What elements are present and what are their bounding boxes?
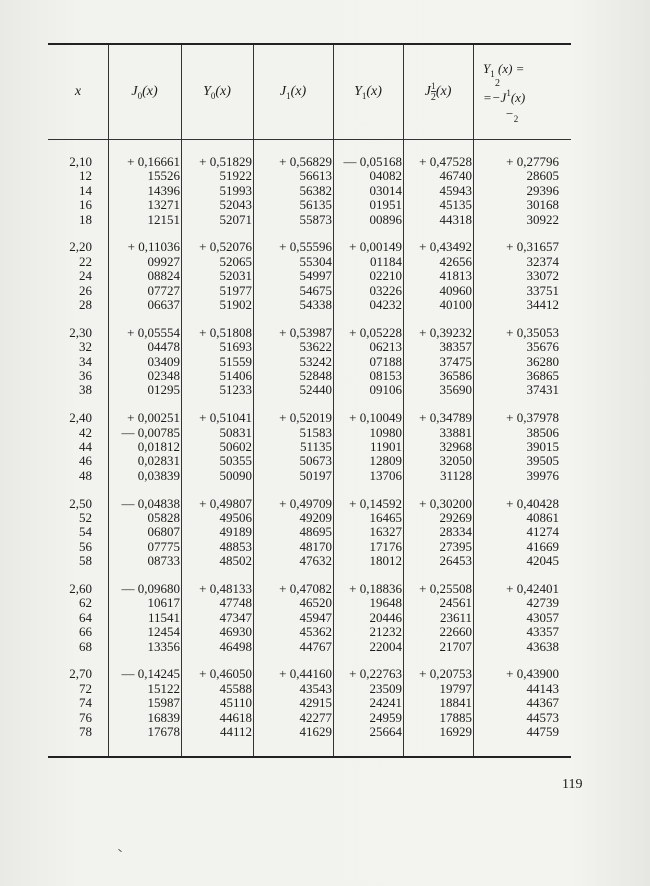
value-cell: + 0,43492	[419, 239, 472, 255]
argument-cell: 42	[79, 424, 92, 440]
value-cell: 52440	[299, 382, 332, 398]
value-cell: 55873	[299, 211, 332, 227]
table-row	[48, 582, 571, 596]
value-cell: + 0,49807	[199, 495, 252, 511]
value-cell: 37475	[439, 353, 472, 369]
value-cell: 25664	[369, 724, 402, 739]
value-cell: 51993	[219, 182, 252, 198]
value-cell: + 0,18836	[349, 581, 402, 596]
value-cell: + 0,31657	[506, 239, 559, 255]
value-cell: — 0,14245	[121, 666, 180, 682]
value-cell: 41274	[526, 524, 559, 540]
header-y0: Y 0 (x)	[203, 84, 231, 101]
value-cell: 52043	[219, 197, 252, 213]
value-cell: 48170	[299, 538, 332, 554]
value-cell: 47632	[299, 553, 332, 569]
value-cell: 02348	[147, 368, 180, 383]
value-cell: 12454	[147, 624, 180, 640]
value-cell: 52071	[219, 211, 252, 227]
value-cell: 18841	[439, 695, 472, 711]
value-cell: + 0,30200	[419, 495, 472, 511]
argument-cell: 66	[79, 624, 92, 640]
value-cell: 16465	[369, 510, 402, 525]
value-cell: 36280	[526, 353, 559, 369]
value-cell: 12809	[369, 453, 402, 469]
value-cell: 42277	[299, 709, 332, 725]
value-cell: 50355	[219, 453, 252, 469]
value-cell: 07727	[147, 282, 180, 298]
value-cell: + 0,53987	[279, 324, 332, 340]
value-cell: 51902	[219, 297, 252, 312]
value-cell: + 0,43900	[506, 666, 559, 682]
value-cell: 44618	[219, 709, 252, 725]
table-row	[48, 611, 571, 625]
value-cell: + 0,37978	[506, 410, 559, 426]
header-y-half-line3: $=-J^1(x)$	[483, 88, 526, 106]
value-cell: + 0,34789	[419, 410, 472, 426]
value-cell: 21232	[369, 624, 402, 640]
header-y1: Y 1 (x)	[354, 84, 382, 101]
value-cell: + 0,52076	[199, 239, 252, 255]
value-cell: 56382	[299, 182, 332, 198]
value-cell: 24959	[369, 709, 402, 725]
value-cell: 50673	[299, 453, 332, 469]
value-cell: 33751	[526, 282, 559, 298]
value-cell: 46930	[219, 624, 252, 640]
table-row	[48, 240, 571, 254]
value-cell: 12151	[147, 211, 180, 227]
table-row	[48, 298, 571, 312]
value-cell: 06637	[147, 297, 180, 312]
value-cell: 27395	[439, 538, 472, 554]
argument-cell: 48	[79, 467, 92, 483]
value-cell: 17176	[369, 538, 402, 554]
value-cell: + 0,05554	[127, 324, 180, 340]
value-cell: + 0,51808	[199, 324, 252, 340]
header-j-half: J $\frac{1}{2}$ (x)	[424, 80, 452, 103]
value-cell: 21707	[439, 638, 472, 654]
value-cell: 45947	[299, 609, 332, 625]
value-cell: + 0,46050	[199, 666, 252, 682]
value-cell: 51693	[219, 339, 252, 355]
header-x: x	[74, 84, 82, 99]
value-cell: 33881	[439, 424, 472, 440]
value-cell: 50602	[219, 439, 252, 454]
value-cell: 29396	[526, 182, 559, 198]
value-cell: 16327	[369, 524, 402, 540]
table-row	[48, 198, 571, 212]
value-cell: — 0,04838	[121, 495, 180, 511]
argument-cell: 2,30	[69, 324, 92, 340]
value-cell: 09927	[147, 253, 180, 269]
value-cell: 19797	[439, 680, 472, 696]
value-cell: 41629	[299, 724, 332, 739]
table-row	[48, 454, 571, 468]
header-y-half-line4: $-_2$	[505, 106, 519, 125]
table-row	[48, 326, 571, 340]
argument-cell: 38	[79, 382, 92, 398]
value-cell: 45362	[299, 624, 332, 640]
table-row	[48, 411, 571, 425]
value-cell: + 0,40428	[506, 495, 559, 511]
value-cell: 13271	[147, 197, 180, 213]
value-cell: + 0,51041	[199, 410, 252, 426]
value-cell: + 0,20753	[419, 666, 472, 682]
value-cell: 43638	[526, 638, 559, 654]
value-cell: 19648	[369, 595, 402, 611]
argument-cell: 54	[79, 524, 92, 540]
table-row	[48, 667, 571, 681]
value-cell: 04478	[147, 339, 180, 355]
argument-cell: 26	[79, 282, 92, 298]
value-cell: 43543	[299, 680, 332, 696]
value-cell: 04232	[369, 297, 402, 312]
table-row	[48, 440, 571, 454]
value-cell: 01184	[369, 253, 402, 269]
table-row	[48, 497, 571, 511]
value-cell: + 0,25508	[419, 581, 472, 596]
value-cell: 33072	[526, 268, 559, 284]
argument-cell: 58	[79, 553, 92, 569]
value-cell: — 0,00785	[121, 424, 180, 440]
argument-cell: 76	[79, 709, 92, 725]
value-cell: 44573	[526, 709, 559, 725]
value-cell: 51583	[299, 424, 332, 440]
value-cell: + 0,22763	[349, 666, 402, 682]
value-cell: 20446	[369, 609, 402, 625]
value-cell: 49189	[219, 524, 252, 540]
table-row	[48, 269, 571, 283]
value-cell: + 0,47082	[279, 581, 332, 596]
table-row	[48, 696, 571, 710]
argument-cell: 32	[79, 339, 92, 355]
table-row	[48, 469, 571, 483]
value-cell: + 0,55596	[279, 239, 332, 255]
value-cell: 52848	[299, 368, 332, 383]
bessel-function-table	[48, 43, 571, 758]
value-cell: 38357	[439, 339, 472, 355]
value-cell: 46520	[299, 595, 332, 611]
order-fraction: $\frac{1}{2}$	[430, 80, 436, 103]
value-cell: 41813	[439, 268, 472, 284]
value-cell: 13706	[369, 467, 402, 483]
value-cell: 40960	[439, 282, 472, 298]
value-cell: 42739	[526, 595, 559, 611]
table-row	[48, 284, 571, 298]
value-cell: 02210	[369, 268, 402, 284]
table-row	[48, 184, 571, 198]
value-cell: 0,02831	[137, 453, 180, 469]
value-cell: 48502	[219, 553, 252, 569]
value-cell: 52065	[219, 253, 252, 269]
header-y-half-line1: $Y_1$ (x) =	[483, 61, 525, 80]
value-cell: 32050	[439, 453, 472, 469]
value-cell: + 0,44160	[279, 666, 332, 682]
argument-cell: 2,40	[69, 410, 92, 426]
argument-cell: 2,20	[69, 239, 92, 255]
argument-cell: 74	[79, 695, 92, 711]
value-cell: + 0,49709	[279, 495, 332, 511]
value-cell: 35690	[439, 382, 472, 398]
header-j1: J 1 (x)	[279, 84, 307, 101]
value-cell: 06213	[369, 339, 402, 355]
value-cell: 47748	[219, 595, 252, 611]
value-cell: 51559	[219, 353, 252, 369]
value-cell: + 0,14592	[349, 495, 402, 511]
value-cell: 11901	[369, 439, 402, 454]
value-cell: 03226	[369, 282, 402, 298]
value-cell: 51135	[299, 439, 332, 454]
table-row	[48, 525, 571, 539]
value-cell: 56613	[299, 168, 332, 184]
argument-cell: 56	[79, 538, 92, 554]
value-cell: 0,01812	[137, 439, 180, 454]
table-row	[48, 155, 571, 169]
table-row	[48, 682, 571, 696]
value-cell: 54338	[299, 297, 332, 312]
argument-cell: 2,60	[69, 581, 92, 596]
table-row	[48, 540, 571, 554]
table-row	[48, 511, 571, 525]
value-cell: 48853	[219, 538, 252, 554]
value-cell: 08153	[369, 368, 402, 383]
value-cell: + 0,47528	[419, 154, 472, 169]
value-cell: 32374	[526, 253, 559, 269]
value-cell: 42656	[439, 253, 472, 269]
value-cell: 49506	[219, 510, 252, 525]
value-cell: + 0,27796	[506, 154, 559, 169]
header-j0: J 0 (x)	[131, 84, 158, 101]
value-cell: 17885	[439, 709, 472, 725]
argument-cell: 12	[79, 168, 92, 184]
value-cell: 13356	[147, 638, 180, 654]
value-cell: 37431	[526, 382, 559, 398]
value-cell: 53622	[299, 339, 332, 355]
value-cell: 09106	[369, 382, 402, 398]
value-cell: 11541	[147, 609, 180, 625]
value-cell: 10617	[147, 595, 180, 611]
argument-cell: 2,50	[69, 495, 92, 511]
value-cell: 49209	[299, 510, 332, 525]
table-row	[48, 355, 571, 369]
table-row	[48, 369, 571, 383]
value-cell: 51977	[219, 282, 252, 298]
value-cell: 31128	[439, 467, 472, 483]
header-y-half	[473, 45, 571, 139]
value-cell: 46740	[439, 168, 472, 184]
table-row	[48, 255, 571, 269]
value-cell: 44367	[526, 695, 559, 711]
argument-cell: 18	[79, 211, 92, 227]
argument-cell: 52	[79, 510, 92, 525]
value-cell: + 0,05228	[349, 324, 402, 340]
argument-cell: 46	[79, 453, 92, 469]
value-cell: 07775	[147, 538, 180, 554]
value-cell: 39015	[526, 439, 559, 454]
value-cell: 43357	[526, 624, 559, 640]
value-cell: 01951	[369, 197, 402, 213]
value-cell: — 0,09680	[121, 581, 180, 596]
table-row	[48, 554, 571, 568]
value-cell: 28605	[526, 168, 559, 184]
argument-cell: 36	[79, 368, 92, 383]
value-cell: 38506	[526, 424, 559, 440]
value-cell: 54675	[299, 282, 332, 298]
value-cell: 45943	[439, 182, 472, 198]
table-row	[48, 596, 571, 610]
table-row	[48, 725, 571, 739]
argument-cell: 24	[79, 268, 92, 284]
argument-cell: 22	[79, 253, 92, 269]
value-cell: 56135	[299, 197, 332, 213]
value-cell: 39976	[526, 467, 559, 483]
argument-cell: 34	[79, 353, 92, 369]
value-cell: 54997	[299, 268, 332, 284]
value-cell: 39505	[526, 453, 559, 469]
value-cell: 43057	[526, 609, 559, 625]
value-cell: 23611	[439, 609, 472, 625]
value-cell: 47347	[219, 609, 252, 625]
page-number: 119	[562, 777, 583, 792]
value-cell: 45110	[219, 695, 252, 711]
value-cell: + 0,48133	[199, 581, 252, 596]
value-cell: 16839	[147, 709, 180, 725]
value-cell: 08824	[147, 268, 180, 284]
value-cell: 24241	[369, 695, 402, 711]
value-cell: 17678	[147, 724, 180, 739]
value-cell: 29269	[439, 510, 472, 525]
value-cell: 01295	[147, 382, 180, 398]
value-cell: 0,03839	[137, 467, 180, 483]
table-row	[48, 169, 571, 183]
table-row	[48, 426, 571, 440]
value-cell: + 0,11036	[127, 239, 180, 255]
value-cell: 35676	[526, 339, 559, 355]
value-cell: 55304	[299, 253, 332, 269]
value-cell: 45588	[219, 680, 252, 696]
value-cell: + 0,00149	[349, 239, 402, 255]
table-row	[48, 340, 571, 354]
value-cell: 15122	[147, 680, 180, 696]
value-cell: 24561	[439, 595, 472, 611]
value-cell: 22004	[369, 638, 402, 654]
value-cell: 44767	[299, 638, 332, 654]
value-cell: + 0,56829	[279, 154, 332, 169]
argument-cell: 72	[79, 680, 92, 696]
table-row	[48, 383, 571, 397]
value-cell: 52031	[219, 268, 252, 284]
table-row	[48, 640, 571, 654]
value-cell: 44143	[526, 680, 559, 696]
value-cell: 42915	[299, 695, 332, 711]
value-cell: 04082	[369, 168, 402, 184]
value-cell: 40100	[439, 297, 472, 312]
value-cell: + 0,00251	[127, 410, 180, 426]
value-cell: 44112	[219, 724, 252, 739]
value-cell: 03409	[147, 353, 180, 369]
value-cell: 05828	[147, 510, 180, 525]
value-cell: + 0,42401	[506, 581, 559, 596]
value-cell: 15526	[147, 168, 180, 184]
argument-cell: 16	[79, 197, 92, 213]
value-cell: + 0,16661	[127, 154, 180, 169]
value-cell: 45135	[439, 197, 472, 213]
value-cell: 44318	[439, 211, 472, 227]
value-cell: 28334	[439, 524, 472, 540]
value-cell: 30922	[526, 211, 559, 227]
value-cell: 15987	[147, 695, 180, 711]
value-cell: + 0,39232	[419, 324, 472, 340]
value-cell: 36865	[526, 368, 559, 383]
value-cell: 06807	[147, 524, 180, 540]
argument-cell: 64	[79, 609, 92, 625]
value-cell: — 0,05168	[343, 154, 402, 169]
value-cell: 08733	[147, 553, 180, 569]
argument-cell: 78	[79, 724, 92, 739]
argument-cell: 14	[79, 182, 92, 198]
table-row	[48, 711, 571, 725]
value-cell: 00896	[369, 211, 402, 227]
argument-cell: 44	[79, 439, 92, 454]
value-cell: 18012	[369, 553, 402, 569]
value-cell: 42045	[526, 553, 559, 569]
value-cell: 51406	[219, 368, 252, 383]
argument-cell: 2,70	[69, 666, 92, 682]
argument-cell: 62	[79, 595, 92, 611]
value-cell: + 0,10049	[349, 410, 402, 426]
argument-cell: 28	[79, 297, 92, 312]
value-cell: 07188	[369, 353, 402, 369]
header-rule	[48, 139, 571, 140]
argument-cell: 68	[79, 638, 92, 654]
value-cell: 32968	[439, 439, 472, 454]
value-cell: 16929	[439, 724, 472, 739]
value-cell: + 0,35053	[506, 324, 559, 340]
value-cell: 22660	[439, 624, 472, 640]
value-cell: 51922	[219, 168, 252, 184]
header-y-half-line2: 2	[495, 77, 500, 89]
value-cell: 30168	[526, 197, 559, 213]
value-cell: 23509	[369, 680, 402, 696]
value-cell: 53242	[299, 353, 332, 369]
value-cell: 26453	[439, 553, 472, 569]
argument-cell: 2,10	[69, 154, 92, 169]
value-cell: 40861	[526, 510, 559, 525]
value-cell: 48695	[299, 524, 332, 540]
value-cell: 46498	[219, 638, 252, 654]
value-cell: + 0,52019	[279, 410, 332, 426]
value-cell: 36586	[439, 368, 472, 383]
value-cell: 51233	[219, 382, 252, 398]
value-cell: 50090	[219, 467, 252, 483]
table-row	[48, 625, 571, 639]
value-cell: 44759	[526, 724, 559, 739]
value-cell: 34412	[526, 297, 559, 312]
value-cell: 10980	[369, 424, 402, 440]
value-cell: 14396	[147, 182, 180, 198]
value-cell: 41669	[526, 538, 559, 554]
value-cell: + 0,51829	[199, 154, 252, 169]
table-row	[48, 213, 571, 227]
value-cell: 50831	[219, 424, 252, 440]
value-cell: 03014	[369, 182, 402, 198]
value-cell: 50197	[299, 467, 332, 483]
